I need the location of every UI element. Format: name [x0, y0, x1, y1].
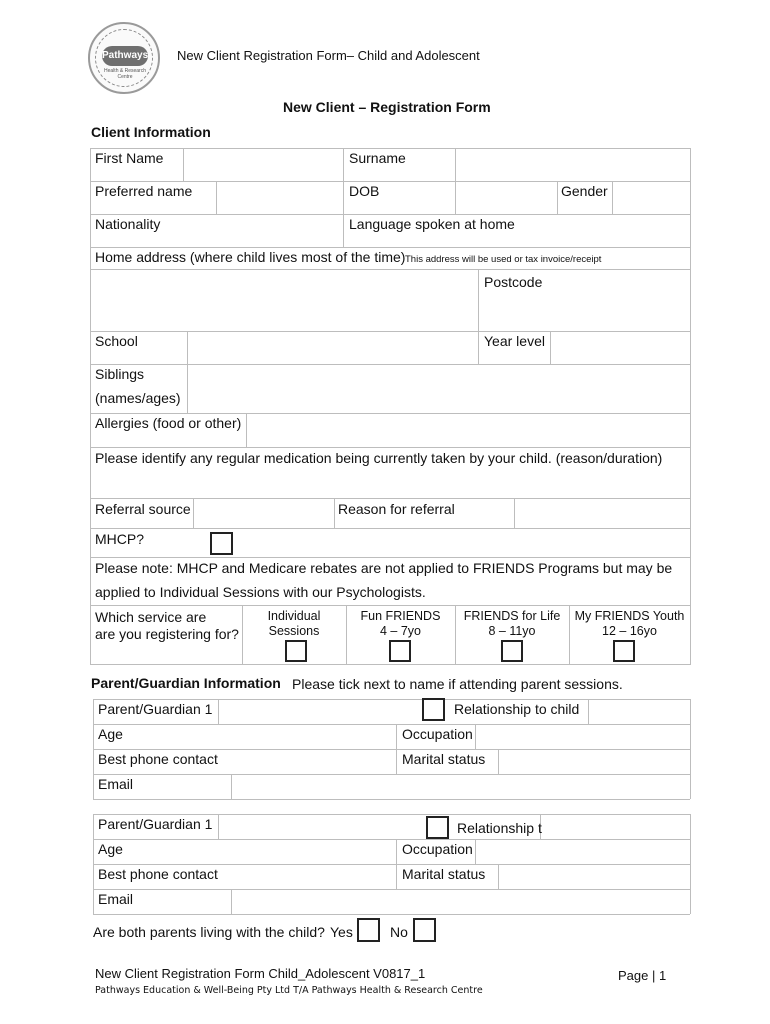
table-line: [396, 724, 397, 774]
allergies-field[interactable]: [247, 414, 689, 446]
footer-page-number: Page | 1: [618, 968, 667, 983]
siblings-sub-label: (names/ages): [95, 390, 181, 406]
table-line: [478, 269, 479, 364]
guardian1-email-label: Email: [98, 776, 134, 792]
table-line: [334, 498, 335, 528]
guardian1-marital-label: Marital status: [402, 751, 486, 767]
document-title: New Client Registration Form– Child and Adolescent: [177, 48, 480, 63]
both-parents-question: Are both parents living with the child?: [93, 924, 325, 940]
footer-company: Pathways Education & Well-Being Pty Ltd T/A Pathways Health & Research Centre: [95, 985, 483, 996]
home-address-label: Home address (where child lives most of the time): [95, 249, 406, 265]
postcode-label: Postcode: [484, 274, 543, 290]
first-name-field[interactable]: [184, 149, 342, 180]
guardian2-attend-checkbox[interactable]: [426, 816, 449, 839]
logo-subtext: Health & Research Centre: [104, 68, 146, 80]
logo-text: Pathways: [102, 46, 148, 66]
table-line: [90, 605, 690, 606]
guardian2-phone-field[interactable]: [232, 865, 395, 888]
no-label: No: [390, 924, 408, 940]
referral-source-label: Referral source: [95, 501, 191, 517]
guardian2-email-label: Email: [98, 891, 134, 907]
language-label: Language spoken at home: [349, 216, 515, 232]
guardian1-age-label: Age: [98, 726, 123, 742]
nationality-label: Nationality: [95, 216, 161, 232]
service-individual-checkbox[interactable]: [285, 640, 307, 662]
guardian1-marital-field[interactable]: [499, 750, 689, 773]
guardian1-attend-checkbox[interactable]: [422, 698, 445, 721]
guardian2-relationship-label: Relationship t: [457, 820, 542, 836]
table-border-left: [93, 814, 94, 914]
table-line: [90, 181, 690, 182]
siblings-field[interactable]: [188, 365, 689, 412]
table-line: [90, 214, 690, 215]
service-fun-friends-checkbox[interactable]: [389, 640, 411, 662]
footer-doc-code: New Client Registration Form Child_Adolescent V0817_1: [95, 966, 426, 981]
guardian2-name-field[interactable]: [219, 815, 419, 838]
school-label: School: [95, 333, 138, 349]
yes-label: Yes: [330, 924, 353, 940]
service-individual-sub: Sessions: [268, 624, 320, 638]
guardian2-marital-label: Marital status: [402, 866, 486, 882]
guardian2-relationship-field[interactable]: [541, 815, 689, 838]
service-fun-friends-sub: 4 – 7yo: [379, 624, 421, 638]
school-field[interactable]: [188, 332, 477, 363]
guardian1-name-field[interactable]: [219, 700, 419, 723]
table-border-left: [90, 148, 91, 665]
first-name-label: First Name: [95, 150, 164, 166]
client-section-title: Client Information: [91, 124, 211, 140]
guardian2-email-field[interactable]: [232, 890, 689, 913]
guardian2-marital-field[interactable]: [499, 865, 689, 888]
rebate-note-line2: applied to Individual Sessions with our Psychologists.: [95, 584, 426, 600]
mhcp-label: MHCP?: [95, 531, 145, 547]
medication-label: Please identify any regular medication being currently taken by your child. (reason/duration): [95, 450, 663, 466]
reason-referral-field[interactable]: [515, 499, 689, 527]
address-note: This address will be used or tax invoice/receipt: [405, 254, 602, 265]
form-title: New Client – Registration Form: [283, 99, 491, 115]
guardian1-age-field[interactable]: [140, 725, 395, 748]
rebate-note-line1: Please note: MHCP and Medicare rebates are not applied to FRIENDS Programs but may be: [95, 560, 673, 576]
table-border-right: [690, 148, 691, 665]
guardian1-email-field[interactable]: [232, 775, 689, 798]
guardian2-age-label: Age: [98, 841, 123, 857]
preferred-name-field[interactable]: [217, 182, 342, 213]
table-line: [90, 664, 690, 665]
guardian1-phone-field[interactable]: [232, 750, 395, 773]
table-line: [90, 247, 690, 248]
mhcp-checkbox[interactable]: [210, 532, 233, 555]
dob-field[interactable]: [456, 182, 556, 213]
service-friends-for-life-checkbox[interactable]: [501, 640, 523, 662]
table-line: [93, 799, 690, 800]
service-friends-for-life-sub: 8 – 11yo: [488, 624, 536, 638]
siblings-label: Siblings: [95, 366, 145, 382]
service-fun-friends-label: Fun FRIENDS: [360, 609, 441, 623]
guardian2-occupation-label: Occupation: [402, 841, 473, 857]
reason-referral-label: Reason for referral: [338, 501, 455, 517]
table-line: [612, 181, 613, 214]
dob-label: DOB: [349, 183, 380, 199]
referral-source-field[interactable]: [194, 499, 333, 527]
table-line: [90, 557, 690, 558]
year-level-label: Year level: [484, 333, 545, 349]
table-border-left: [93, 699, 94, 799]
table-line: [93, 914, 690, 915]
guardian1-phone-label: Best phone contact: [98, 751, 218, 767]
guardian1-occupation-label: Occupation: [402, 726, 473, 742]
guardian1-relationship-label: Relationship to child: [454, 701, 580, 717]
service-question-line1: Which service are: [95, 609, 207, 625]
gender-label: Gender: [561, 183, 608, 199]
guardian2-phone-label: Best phone contact: [98, 866, 218, 882]
table-line: [396, 839, 397, 889]
guardian1-occupation-field[interactable]: [476, 725, 689, 748]
service-friends-for-life-label: FRIENDS for Life: [463, 609, 561, 623]
service-individual-label: Individual: [267, 609, 321, 623]
guardian1-relationship-field[interactable]: [589, 700, 689, 723]
service-my-friends-youth-checkbox[interactable]: [613, 640, 635, 662]
guardian2-occupation-field[interactable]: [476, 840, 689, 863]
year-level-field[interactable]: [551, 332, 689, 363]
yes-checkbox[interactable]: [357, 918, 380, 942]
service-question-line2: are you registering for?: [95, 626, 239, 642]
surname-label: Surname: [349, 150, 406, 166]
allergies-label: Allergies (food or other): [95, 415, 242, 431]
table-line: [90, 447, 690, 448]
guardian2-age-field[interactable]: [140, 840, 395, 863]
preferred-name-label: Preferred name: [95, 183, 193, 199]
service-my-friends-youth-sub: 12 – 16yo: [602, 624, 657, 638]
table-line: [343, 148, 344, 247]
parent-section-title: Parent/Guardian Information: [91, 675, 281, 691]
table-border-right: [690, 699, 691, 799]
table-border-right: [690, 814, 691, 914]
surname-field[interactable]: [456, 149, 689, 180]
table-line: [557, 181, 558, 214]
parent-tick-note: Please tick next to name if attending parent sessions.: [292, 676, 623, 692]
guardian2-label: Parent/Guardian 1: [98, 816, 213, 832]
table-line: [90, 528, 690, 529]
service-my-friends-youth-label: My FRIENDS Youth: [574, 609, 685, 623]
guardian1-label: Parent/Guardian 1: [98, 701, 213, 717]
pathways-logo: [88, 22, 160, 94]
home-address-field[interactable]: [91, 270, 477, 330]
no-checkbox[interactable]: [413, 918, 436, 942]
